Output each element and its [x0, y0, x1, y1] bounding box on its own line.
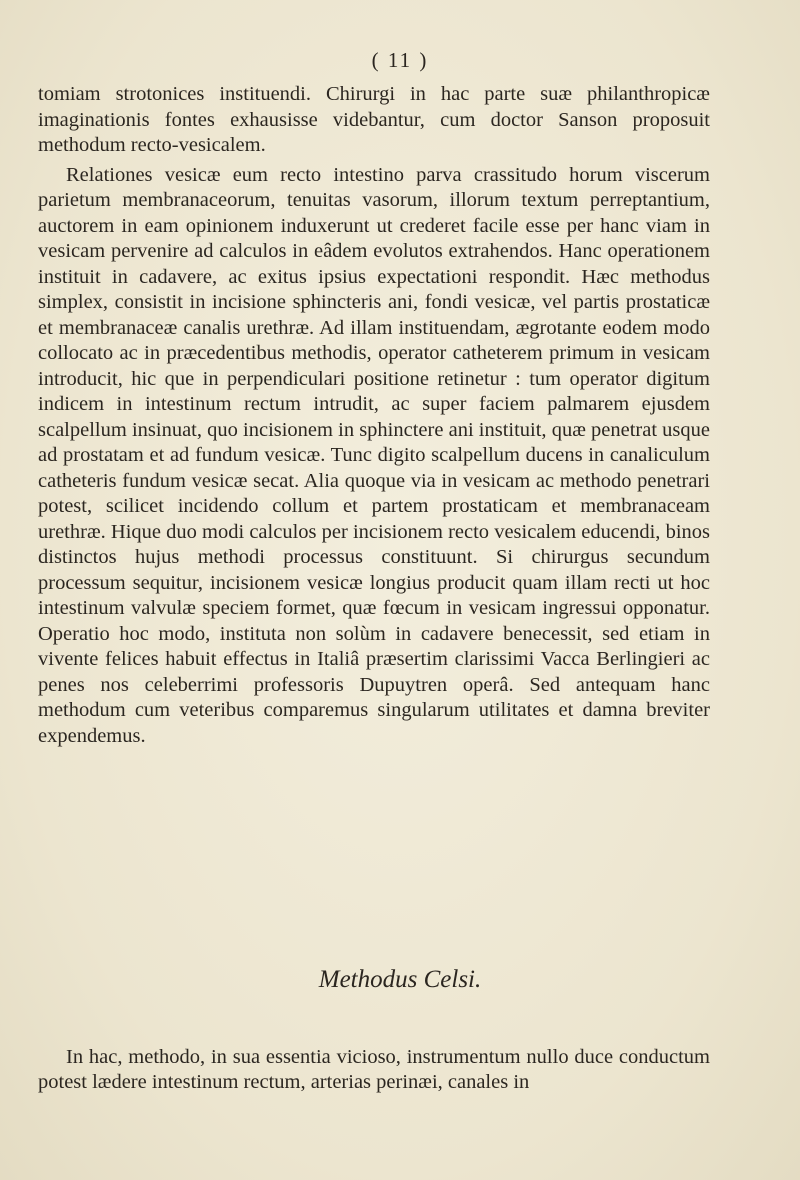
body-text: [38, 82, 710, 749]
paragraph-2: Relationes vesicæ eum recto intestino parva crassitudo horum viscerum parietum membranaceorum, tenuitas vasorum, illorum textum perreptantium, auctorem in eam opinionem induxerunt ut crederet facile esse per hanc viam in vesicam pervenire ad calculos in eâdem evolutos extrahendos. Hanc operationem instituit in cadavere, ac exitus ipsius expectationi respondit. Hæc methodus simplex, consistit in incisione sphincteris ani, fondi vesicæ, vel partis prostaticæ et membranaceæ canalis urethræ. Ad illam instituendam, ægrotante eodem modo collocato ac in præcedentibus methodis, operator catheterem primum in vesicam introducit, hic que in perpendiculari positione retinetur : tum operator digitum indicem in intestinum rectum intrudit, ac super faciem palmarem ejusdem scalpellum insinuat, quo incisionem in sphinctere ani instituit, quæ penetrat usque ad prostatam et ad fundum vesicæ. Tunc digito scalpellum ducens in canaliculum catheteris fundum vesicæ secat. Alia quoque via in vesicam ac methodo penetrari potest, scilicet incidendo collum et partem prostaticam et membranaceam urethræ. Hique duo modi calculos per incisionem recto vesicalem educendi, binos distinctos hujus methodi processus constituunt. Si chirurgus secundum processum sequitur, incisionem vesicæ longius producit quam illam recti ut hoc intestinum valvulæ speciem formet, quæ fœcum in vesicam ingressui opponatur. Operatio hoc modo, instituta non solùm in cadavere benecessit, sed etiam in vivente felices habuit effectus in Italiâ præsertim clarissimi Vacca Berlingieri ac penes nos celeberrimi professoris Dupuytren operâ. Sed antequam hanc methodum cum veteribus comparemus singularum utilitates et damna breviter expendemus.: [38, 163, 710, 747]
paragraph-1: tomiam strotonices instituendi. Chirurgi in hac parte suæ philanthropicæ imaginationis fontes exhausisse videbantur, cum doctor Sanson proposuit methodum recto-vesicalem.: [38, 83, 710, 156]
page-number: ( 11 ): [371, 48, 429, 72]
section-heading: Methodus Celsi.: [318, 966, 482, 993]
paragraph-3: In hac, methodo, in sua essentia vicioso, instrumentum nullo duce conductum potest lædere intestinum rectum, arterias perinæi, canales in: [38, 1045, 710, 1093]
